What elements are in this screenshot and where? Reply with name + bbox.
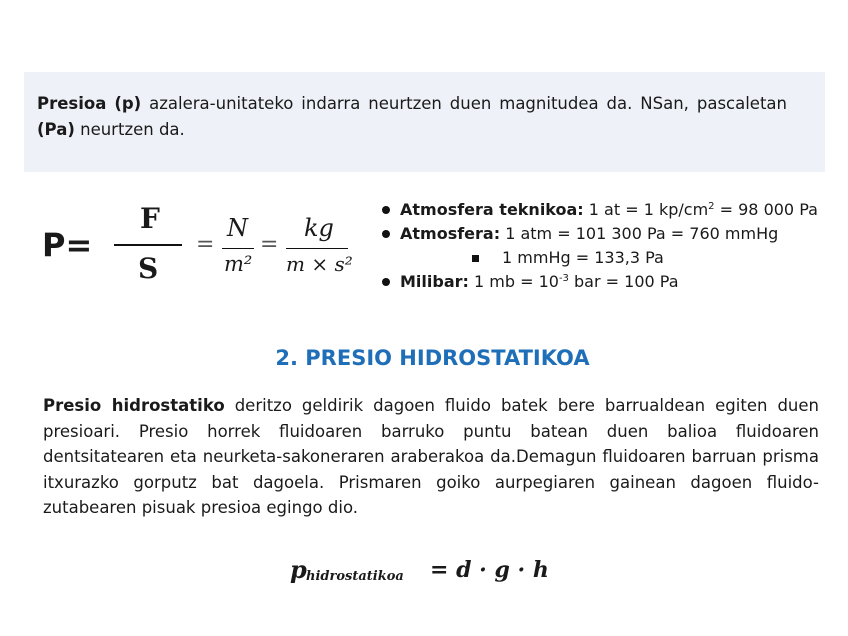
- definition-text: [37, 91, 787, 143]
- section-paragraph: [43, 393, 819, 521]
- paragraph-body: deritzo geldirik dagoen fluido batek bere barrualdean egiten duen presioari. Presio horrek fluidoaren barruko puntu batean duen balioa fluidoaren dentsitatearen eta neurketa-sakoneraren araberakoa da.Demagun fluidoaren barruan prisma itxurazko gorputz bat dagoela. Prismaren goiko aurpegiaren gainean dagoen fluido-zutabearen pisuak presioa egingo dio.: [43, 396, 819, 517]
- unit-label: Atmosfera:: [400, 224, 501, 243]
- formula-denominator-s: S: [138, 252, 159, 285]
- formula-fraction-line-3: [286, 248, 348, 249]
- paragraph-term: Presio hidrostatiko: [43, 396, 225, 415]
- unit-superscript: -3: [558, 273, 569, 284]
- unit-text: 1 atm = 101 300 Pa = 760 mmHg: [500, 224, 779, 243]
- hydro-p: p: [290, 555, 307, 584]
- unit-text-rest: = 98 000 Pa: [714, 200, 818, 219]
- formula-equals-1: =: [196, 232, 215, 257]
- unit-text: 1 mb = 10: [468, 272, 559, 291]
- definition-body: azalera-unitateko indarra neurtzen duen magnitudea da. NSan, pascaletan: [141, 94, 787, 113]
- formula-fraction-line: [114, 244, 182, 246]
- formula-numerator-kg: kg: [304, 214, 334, 242]
- definition-term: Presioa: [37, 94, 107, 113]
- hydrostatic-formula: [290, 555, 590, 595]
- definition-box: [24, 72, 825, 172]
- list-item-mmhg: [380, 246, 830, 270]
- formula-numerator-n: N: [227, 214, 248, 242]
- formula-equals-2: =: [260, 232, 279, 257]
- unit-text: 1 at = 1 kp/cm: [583, 200, 709, 219]
- section-heading: 2. PRESIO HIDROSTATIKOA: [275, 346, 590, 370]
- unit-text: 1 mmHg = 133,3 Pa: [502, 248, 664, 267]
- list-item-technical-atmosphere: [380, 198, 830, 222]
- definition-symbol: (p): [114, 94, 142, 113]
- unit-label: Milibar:: [400, 272, 469, 291]
- formula-numerator-f: F: [140, 202, 160, 235]
- formula-fraction-line-2: [222, 248, 254, 249]
- formula-denominator-m2: m²: [224, 252, 253, 276]
- definition-unit: (Pa): [37, 120, 75, 139]
- formula-lhs: P=: [42, 226, 93, 264]
- definition-end: neurtzen da.: [74, 120, 185, 139]
- units-list: [380, 198, 830, 294]
- unit-text-rest: bar = 100 Pa: [568, 272, 679, 291]
- formula-denominator-mxs2: m × s²: [286, 252, 353, 276]
- hydro-subscript: hidrostatikoa: [306, 569, 404, 584]
- hydro-rhs: = d · g · h: [430, 557, 549, 583]
- unit-label: Atmosfera teknikoa:: [400, 200, 584, 219]
- unit-superscript: 2: [708, 201, 715, 212]
- list-item-millibar: [380, 270, 830, 294]
- pressure-formula: [42, 196, 372, 296]
- list-item-atmosphere: [380, 222, 830, 246]
